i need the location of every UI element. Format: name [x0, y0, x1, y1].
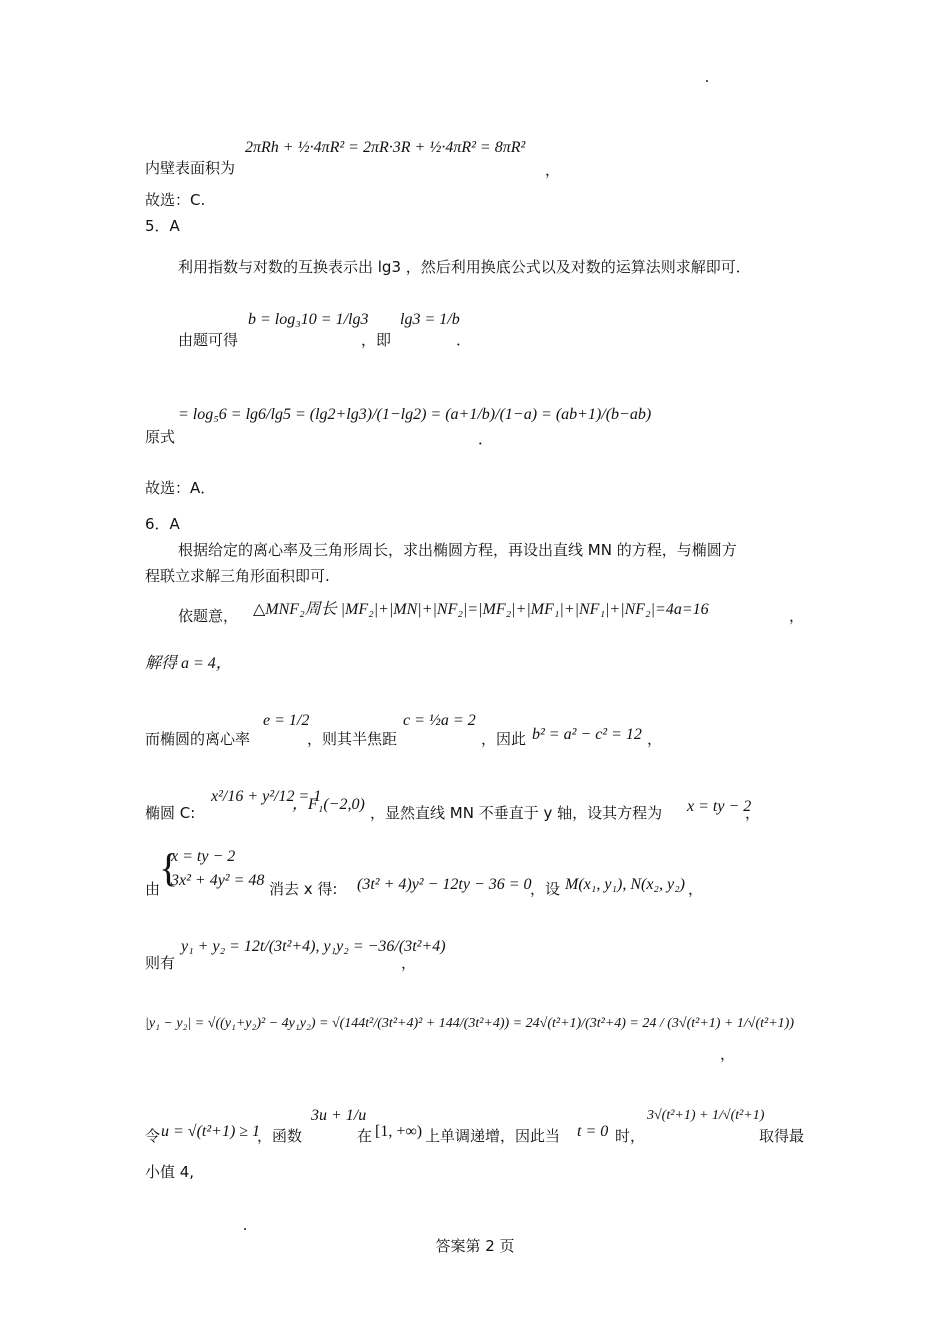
q6-header: 6．A [145, 515, 180, 533]
q5-hint: 利用指数与对数的互换表示出 lg3 ，然后利用换底公式以及对数的运算法则求解即可． [178, 258, 751, 276]
q6-l5-prefix: 由 [145, 880, 161, 898]
q6-l3-b: b² = a² − c² = 12 [532, 726, 642, 743]
q6-l5-sys1: x = ty − 2 [171, 848, 236, 865]
q6-l4-f: ，F₁(−2,0) [292, 796, 365, 813]
q4-formula: 2πRh + ½·4πR² = 2πR·3R + ½·4πR² = 8πR² [245, 139, 526, 156]
q5-step1-formula: b = log₃10 = 1/lg3 [248, 311, 369, 328]
q6-l4-text: ，显然直线 MN 不垂直于 y 轴，设其方程为 [370, 804, 663, 822]
footer-dot [244, 1228, 246, 1230]
system-brace: { [159, 845, 179, 890]
q6-l8-u: u = √(t²+1) ≥ 1 [161, 1123, 261, 1140]
q6-l4-line: x = ty − 2 [687, 798, 752, 815]
q6-l8-b: ，函数 [257, 1127, 303, 1145]
q6-l4-label: 椭圆 C: [145, 804, 196, 822]
q6-l3-e: e = 1/2 [263, 712, 310, 729]
q5-step2-label: 原式 [145, 428, 176, 446]
q6-l4-eq: x²/16 + y²/12 = 1 [211, 788, 322, 805]
q6-l8-c: 在 [357, 1127, 373, 1145]
q5-step2-end: ． [478, 430, 494, 448]
q6-l5-end: ， [688, 880, 704, 898]
q6-l3-mid2: ，因此 [481, 730, 527, 748]
q6-l9: 小值 4, [145, 1163, 195, 1181]
q6-l8-d: 上单调递增，因此当 [425, 1127, 561, 1145]
q6-l3-mid: ，则其半焦距 [307, 730, 398, 748]
q6-l3-end: ， [647, 730, 663, 748]
q6-l8-a: 令 [145, 1127, 161, 1145]
q4-label: 内壁表面积为 [145, 159, 236, 177]
q6-l7-formula: |y₁ − y₂| = √((y₁+y₂)² − 4y₁y₂) = √(144t²/(3t²+4)² + 144/(3t²+4)) = 24√(t²+1)/(3t²+4) = 24 / (3√(t²+1) + 1/√(t²+1)) [145, 1016, 795, 1031]
q5-answer: 故选：A． [145, 479, 216, 497]
q6-l6-end: ， [401, 954, 417, 972]
q6-l8-t: t = 0 [577, 1123, 609, 1140]
q4-answer: 故选：C. [145, 191, 206, 209]
q5-step1-end: ． [456, 331, 472, 349]
q6-l1-label: 依题意， [178, 607, 239, 625]
q6-l5-pts: M(x₁, y₁), N(x₂, y₂) [565, 876, 685, 893]
q6-l5-text: 消去 x 得: [269, 880, 338, 898]
q6-l6-formula: y₁ + y₂ = 12t/(3t²+4), y₁y₂ = −36/(3t²+4) [181, 938, 446, 955]
q4-end: ， [545, 161, 561, 179]
q6-l3-c: c = ½a = 2 [403, 712, 476, 729]
q6-hint-line2: 程联立求解三角形面积即可. [145, 567, 330, 585]
q6-l8-f: 取得最 [759, 1127, 805, 1145]
q6-l5-eq: (3t² + 4)y² − 12ty − 36 = 0 [357, 876, 532, 893]
q6-l1-formula: △MNF₂周长 |MF₂|+|MN|+|NF₂|=|MF₂|+|MF₁|+|NF₁|+|NF₂|=4a=16 [253, 601, 709, 618]
q6-l8-fn: 3u + 1/u [311, 1107, 367, 1124]
q6-l3-label: 而椭圆的离心率 [145, 730, 251, 748]
q5-step2-formula: = log₅6 = lg6/lg5 = (lg2+lg3)/(1−lg2) = (a+1/b)/(1−a) = (ab+1)/(b−ab) [178, 406, 652, 423]
q6-l8-e: 时， [615, 1127, 646, 1145]
q6-l8-expr: 3√(t²+1) + 1/√(t²+1) [647, 1108, 765, 1123]
page-footer: 答案第 2 页 [435, 1237, 515, 1255]
corner-dot [706, 80, 708, 82]
q6-l5-mid: ，设 [530, 880, 561, 898]
q5-step1-label: 由题可得 [178, 331, 239, 349]
q6-l5-sys2: 3x² + 4y² = 48 [171, 872, 265, 889]
q5-step1-formula2: lg3 = 1/b [400, 311, 460, 328]
q6-l2: 解得 a = 4， [145, 655, 232, 672]
q6-l4-end: ， [745, 804, 761, 822]
q6-l6-label: 则有 [145, 954, 176, 972]
q5-step1-mid: ，即 [361, 331, 392, 349]
q5-header: 5．A [145, 217, 180, 235]
q6-l7-end: ， [720, 1045, 736, 1063]
q6-l1-end: ， [789, 607, 805, 625]
q6-l8-int: [1, +∞) [375, 1123, 423, 1140]
q6-hint-line1: 根据给定的离心率及三角形周长，求出椭圆方程，再设出直线 MN 的方程，与椭圆方 [178, 541, 737, 559]
